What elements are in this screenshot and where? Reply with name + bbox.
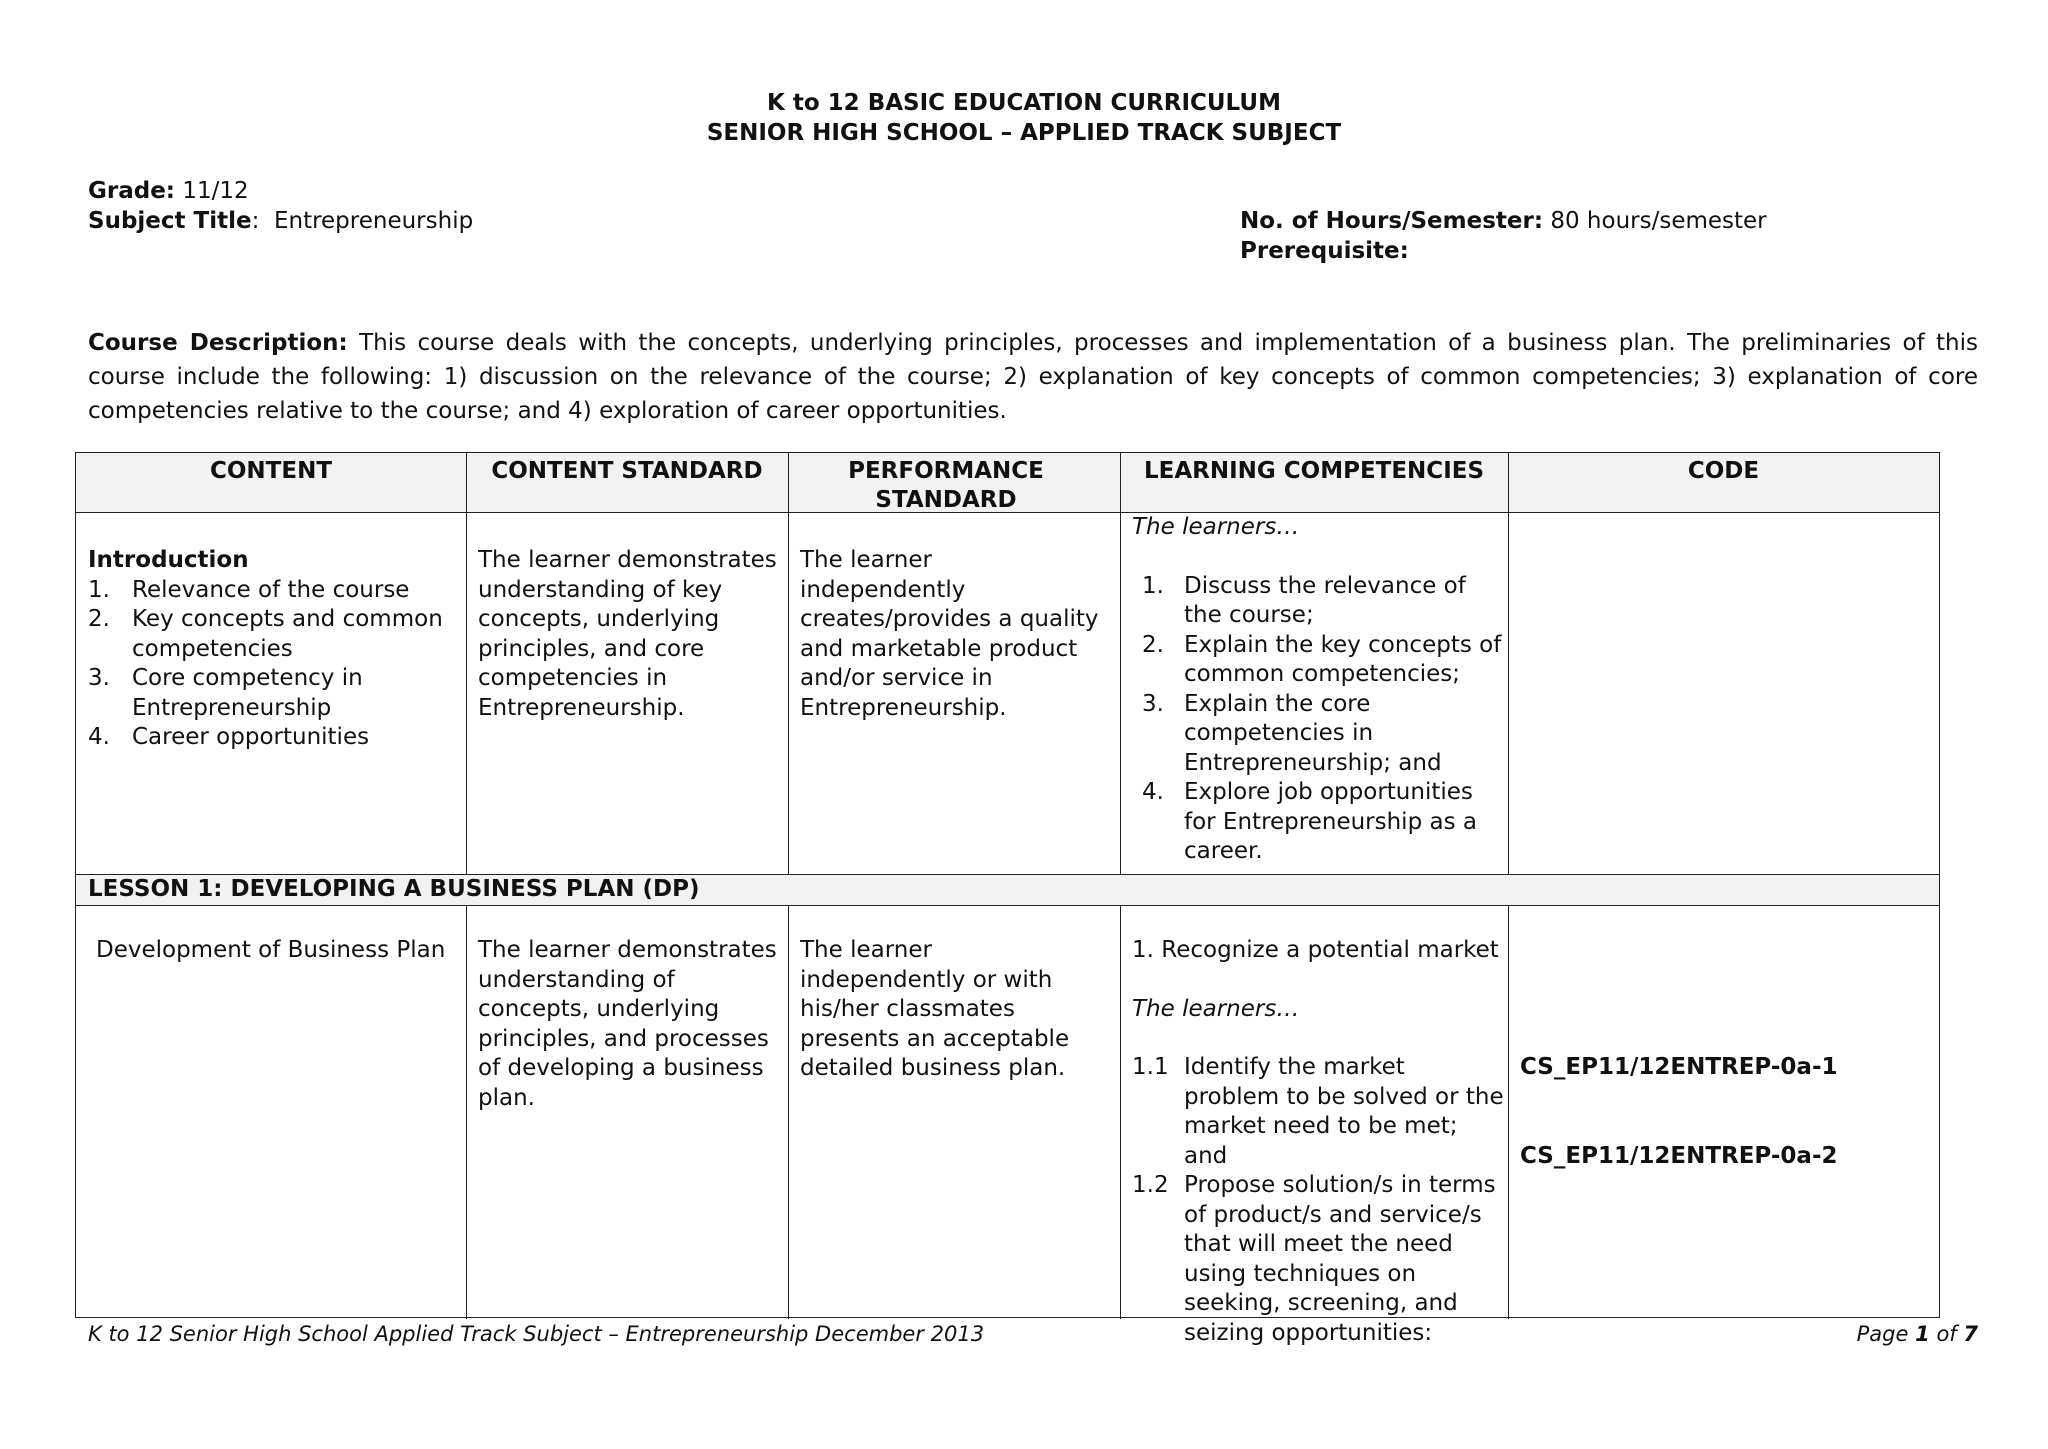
row2-content-standard: The learner demonstrates understanding of concepts, underlying principles, and processes of developing a business plan. (478, 937, 777, 1111)
prerequisite-label: Prerequisite: (1240, 238, 1409, 264)
header-content-standard: CONTENT STANDARD (491, 458, 763, 484)
header-code: CODE (1687, 458, 1760, 484)
hours-line (1240, 208, 1767, 234)
row2-content: Development of Business Plan (96, 937, 446, 963)
row1-competencies (1132, 513, 1504, 867)
learners-intro: The learners… (1132, 995, 1300, 1022)
header-content: CONTENT (209, 458, 333, 484)
lesson-heading: LESSON 1: DEVELOPING A BUSINESS PLAN (DP) (88, 876, 700, 902)
course-description-text: This course deals with the concepts, underlying principles, processes and implementation of a business plan. The preliminaries of this course include the following: 1) discussion on the relevance of the course; 2) explanation of key concepts of common competencies; 3) explanation of core competencies relative to the course; and 4) exploration of career opportunities. (88, 330, 1979, 424)
learners-intro: The learners… (1132, 514, 1300, 540)
list-item: 3. Explain the core competencies in Entrepreneurship; and (1142, 690, 1442, 776)
grade-value: 11/12 (182, 178, 249, 204)
document-title: K to 12 BASIC EDUCATION CURRICULUM (767, 90, 1281, 116)
prerequisite-line (1240, 238, 1409, 264)
document-subtitle: SENIOR HIGH SCHOOL – APPLIED TRACK SUBJECT (706, 120, 1342, 146)
competency-code: CS_EP11/12ENTREP-0a-1 (1520, 1054, 1838, 1080)
subject-line: Subject Title: Entrepreneurship (88, 208, 474, 234)
grade-line (88, 178, 249, 204)
footer-left: K to 12 Senior High School Applied Track Subject – Entrepreneurship December 2013 (88, 1322, 985, 1346)
course-description (88, 326, 1978, 428)
list-item: 1.1 Identify the market problem to be solved or the market need to be met; and (1132, 1054, 1504, 1169)
header-learning-competencies: LEARNING COMPETENCIES (1143, 458, 1485, 484)
intro-title: Introduction (88, 547, 249, 573)
row1-content-standard: The learner demonstrates understanding of key concepts, underlying principles, and core competencies in Entrepreneurship. (478, 547, 777, 721)
list-item: 4. Explore job opportunities for Entrepreneurship as a career. (1142, 779, 1477, 864)
course-description-label: Course Description: (88, 330, 348, 356)
list-item: 4. Career opportunities (88, 724, 370, 750)
hours-value: 80 hours/semester (1550, 208, 1767, 234)
list-item: 1. Discuss the relevance of the course; (1142, 572, 1466, 628)
list-item: 3. Core competency in Entrepreneurship (88, 665, 363, 721)
subject-label: Subject Title (88, 208, 252, 234)
grade-label: Grade: (88, 178, 176, 204)
competency-intro: 1. Recognize a potential market (1132, 937, 1499, 963)
competency-code: CS_EP11/12ENTREP-0a-2 (1520, 1143, 1838, 1169)
list-item: 2. Explain the key concepts of common competencies; (1142, 631, 1502, 687)
page-number: Page 1 of 7 (1856, 1322, 1978, 1346)
list-item: 1.2 Propose solution/s in terms of product/s and service/s that will meet the need using techniques on seeking, screening, and seizing opportunities: (1132, 1172, 1496, 1346)
row2-competencies (1132, 936, 1504, 1348)
subject-value: Entrepreneurship (273, 208, 474, 234)
list-item: 2. Key concepts and common competencies (88, 606, 443, 662)
header-performance-standard: PERFORMANCE STANDARD (848, 458, 1044, 513)
row1-content (88, 546, 458, 753)
list-item: 1. Relevance of the course (88, 576, 410, 603)
row2-performance-standard: The learner independently or with his/her classmates presents an acceptable detailed business plan. (800, 937, 1070, 1081)
row1-performance-standard: The learner independently creates/provides a quality and marketable product and/or service in Entrepreneurship. (800, 547, 1099, 721)
hours-label: No. of Hours/Semester: (1240, 208, 1544, 234)
